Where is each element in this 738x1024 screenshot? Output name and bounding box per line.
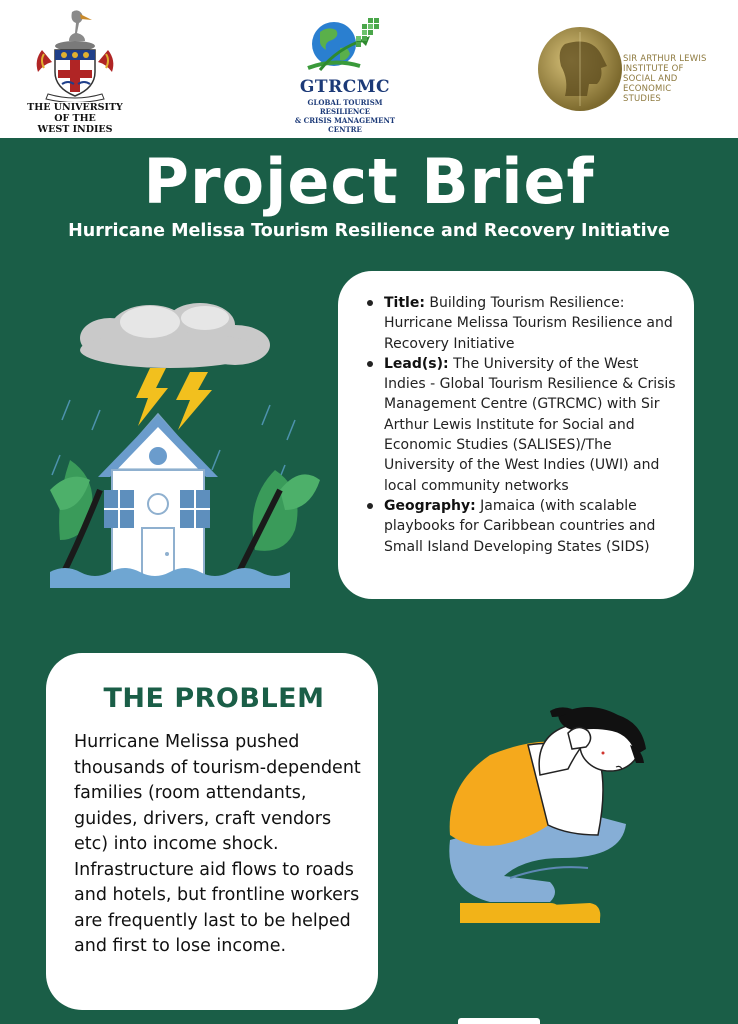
salises-line-5: STUDIES bbox=[623, 94, 662, 104]
uwi-logo bbox=[22, 6, 128, 136]
hurricane-house-illustration bbox=[40, 290, 330, 595]
info-item-leads bbox=[384, 354, 678, 496]
salises-name bbox=[623, 54, 723, 104]
gtrcmc-full-line-1: GLOBAL TOURISM RESILIENCE bbox=[307, 98, 383, 116]
uwi-name bbox=[22, 102, 128, 135]
gtrcmc-logo bbox=[290, 14, 410, 134]
problem-body: Hurricane Melissa pushed thousands of tourism-dependent families (room attendants, guides, drivers, craft vendors etc) into income shock. Infrastructure aid flows to roads and hotels, but frontline workers are frequently last to be helped and first to lose income. bbox=[74, 732, 361, 956]
uwi-name-line-3: WEST INDIES bbox=[37, 124, 113, 135]
uwi-name-line-1: THE UNIVERSITY bbox=[27, 102, 123, 113]
salises-line-3: SOCIAL AND bbox=[623, 74, 678, 84]
problem-card bbox=[46, 653, 378, 1010]
gtrcmc-full-line-2: & CRISIS MANAGEMENT CENTRE bbox=[294, 116, 396, 134]
info-value: Jamaica (with scalable playbooks for Caribbean countries and Small Island Developing States (SIDS) bbox=[384, 497, 656, 555]
salises-logo bbox=[535, 24, 725, 124]
page-title: Project Brief bbox=[143, 145, 595, 218]
page-subtitle: Hurricane Melissa Tourism Resilience and Recovery Initiative bbox=[68, 221, 670, 241]
info-label: Title: bbox=[384, 295, 425, 311]
header-logo-bar bbox=[0, 0, 738, 138]
problem-heading: THE PROBLEM bbox=[103, 683, 325, 714]
info-item-title bbox=[384, 293, 678, 354]
bullet-icon bbox=[367, 300, 373, 306]
project-info-list bbox=[384, 293, 678, 557]
bullet-icon bbox=[367, 361, 373, 367]
gtrcmc-acronym: GTRCMC bbox=[299, 77, 391, 97]
uwi-crest-icon bbox=[22, 6, 128, 102]
salises-head-icon bbox=[535, 24, 625, 114]
project-info-card bbox=[338, 271, 694, 599]
distressed-woman-illustration bbox=[440, 705, 660, 935]
bullet-icon bbox=[367, 503, 373, 509]
uwi-name-line-2: OF THE bbox=[54, 113, 96, 124]
info-label: Geography: bbox=[384, 497, 476, 514]
info-value: Building Tourism Resilience: Hurricane Melissa Tourism Resilience and Recovery Initiative bbox=[384, 295, 673, 352]
page-continuation-marker bbox=[458, 1018, 540, 1024]
info-value: The University of the West Indies - Global Tourism Resilience & Crisis Management Centre (GTRCMC) with Sir Arthur Lewis Institute for Social and Economic Studies (SALISES)/The University of the West Indies (UWI) and local community networks bbox=[384, 355, 676, 494]
gtrcmc-full-name bbox=[288, 98, 402, 134]
info-item-geography bbox=[384, 496, 678, 557]
salises-line-4: ECONOMIC bbox=[623, 84, 672, 94]
salises-line-1: SIR ARTHUR LEWIS bbox=[623, 54, 707, 64]
info-label: Lead(s): bbox=[384, 355, 449, 372]
gtrcmc-globe-icon bbox=[290, 14, 400, 80]
salises-line-2: INSTITUTE OF bbox=[623, 64, 684, 74]
